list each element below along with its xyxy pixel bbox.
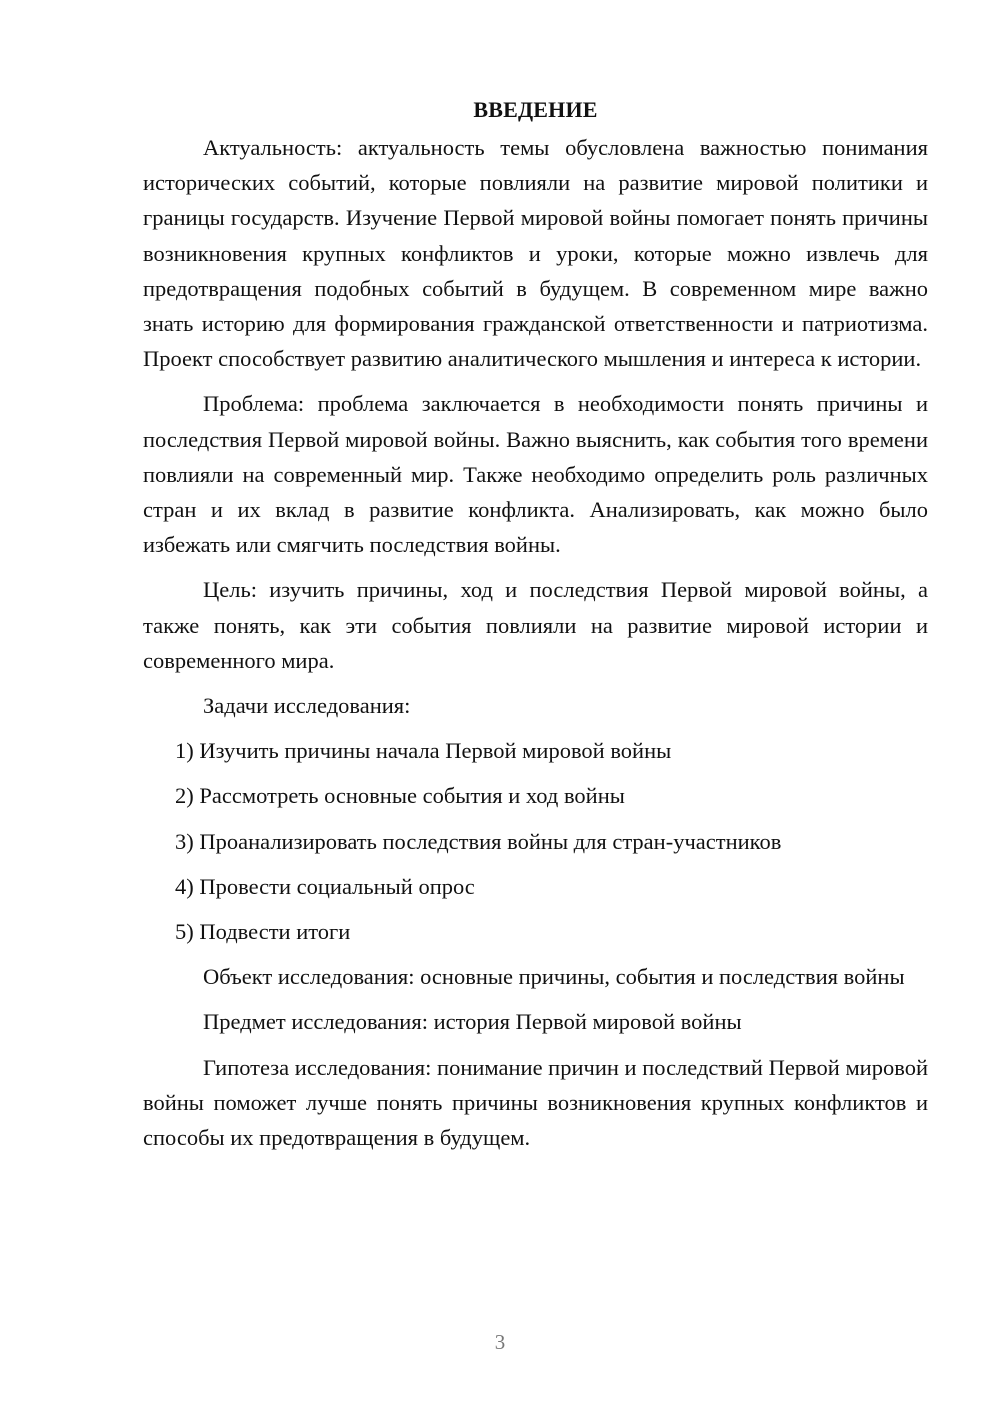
task-item: 1) Изучить причины начала Первой мировой войны	[175, 738, 672, 764]
document-page	[143, 95, 928, 1165]
tasks-heading: Задачи исследования:	[203, 693, 411, 719]
section-title: ВВЕДЕНИЕ	[473, 97, 598, 122]
hypothesis-paragraph: Гипотеза исследования: понимание причин и последствий Первой мировой войны поможет лучше понять причины возникновения крупных конфликтов и способы их предотвращения в будущем.	[143, 1054, 928, 1151]
goal-paragraph: Цель: изучить причины, ход и последствия Первой мировой войны, а также понять, как эти события повлияли на развитие мировой истории и современного мира.	[143, 577, 928, 673]
object-paragraph: Объект исследования: основные причины, события и последствия войны	[203, 964, 905, 990]
page-number: 3	[494, 1330, 506, 1354]
task-item: 4) Провести социальный опрос	[175, 873, 475, 899]
task-item: 2) Рассмотреть основные события и ход войны	[175, 783, 625, 809]
problem-paragraph: Проблема: проблема заключается в необходимости понять причины и последствия Первой мировой войны. Важно выяснить, как события того времени повлияли на современный мир. Также необходимо определить роль различных стран и их вклад в развитие конфликта. Анализировать, как можно было избежать или смягчить последствия войны.	[143, 391, 928, 558]
tasks-list	[143, 733, 928, 949]
subject-paragraph: Предмет исследования: история Первой мировой войны	[203, 1009, 742, 1035]
task-item: 5) Подвести итоги	[175, 919, 351, 945]
task-item: 3) Проанализировать последствия войны для стран-участников	[175, 828, 782, 854]
relevance-paragraph: Актуальность: актуальность темы обусловлена важностью понимания исторических событий, которые повлияли на развитие мировой политики и границы государств. Изучение Первой мировой войны помогает понять причины возникновения крупных конфликтов и уроки, которые можно извлечь для предотвращения подобных событий в будущем. В современном мире важно знать историю для формирования гражданской ответственности и патриотизма. Проект способствует развитию аналитического мышления и интереса к истории.	[143, 135, 928, 372]
